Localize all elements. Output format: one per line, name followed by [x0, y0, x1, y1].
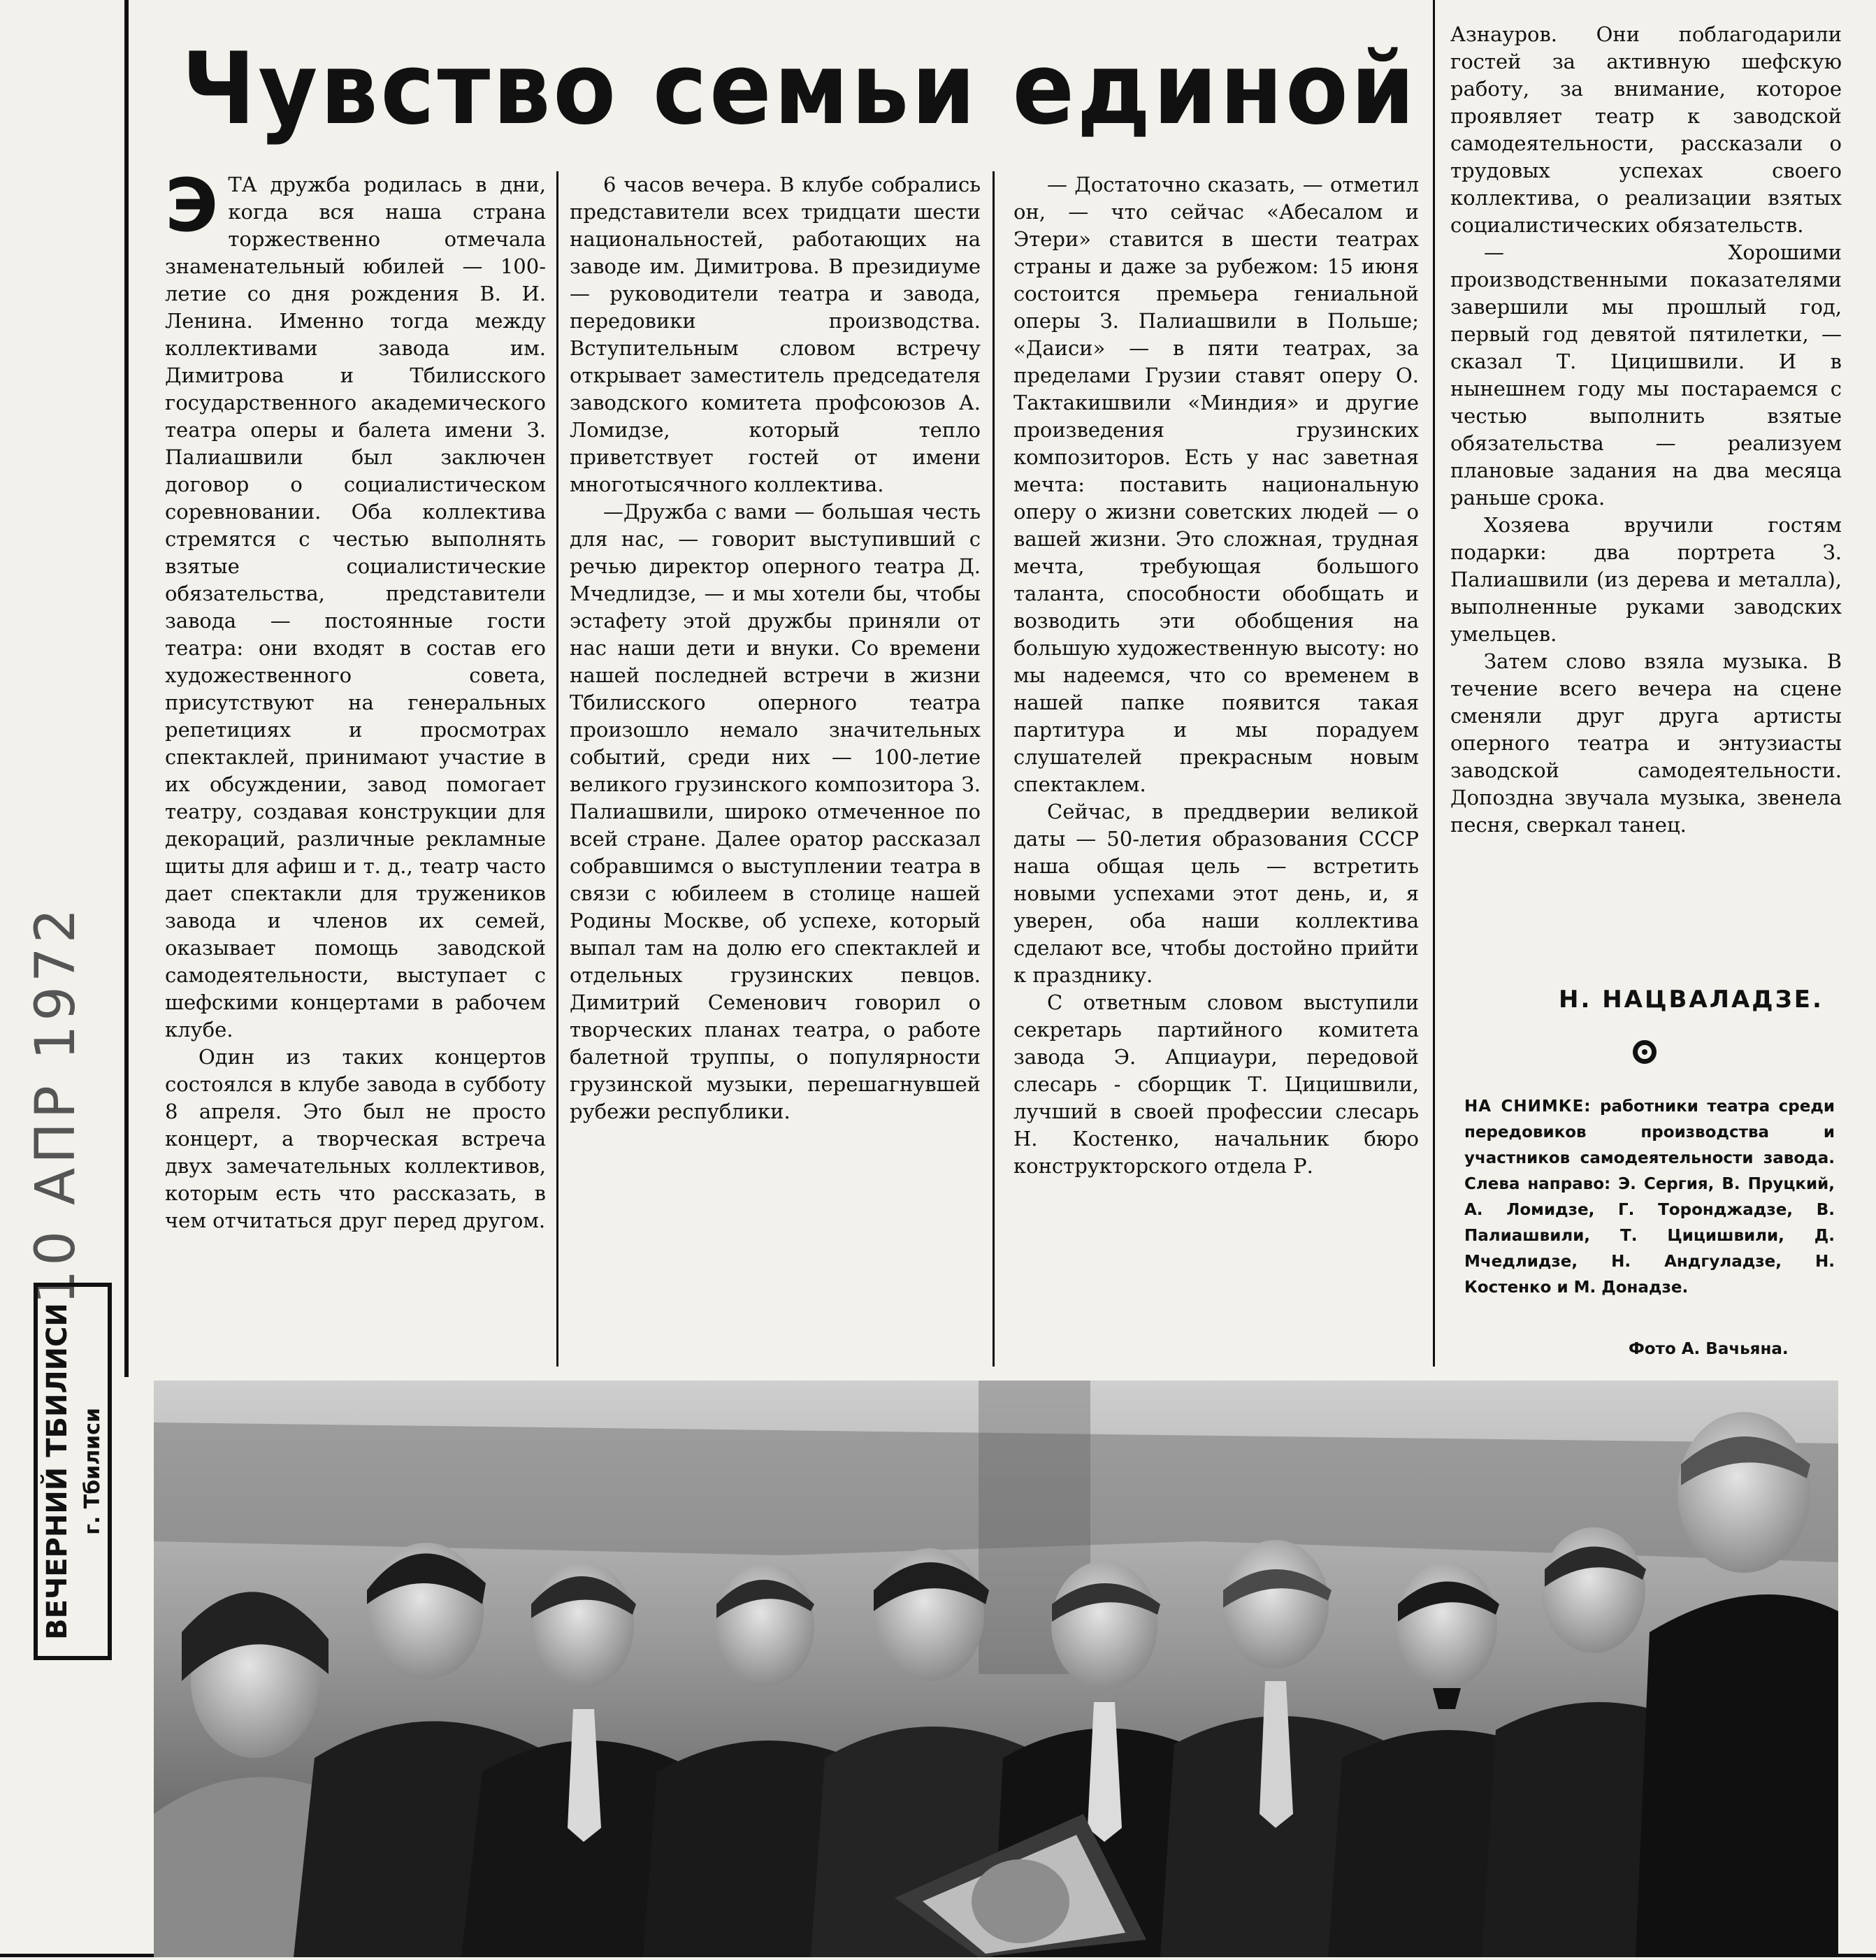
article-paragraph: Затем слово взяла музыка. В течение всего вечера на сцене сменяли друг друга артисты оперного театра и энтузиасты заводской самодеятельности. Допоздна звучала музыка, звенела песня, сверкал танец.	[1450, 649, 1842, 837]
newspaper-city: г. Тбилиси	[80, 1408, 105, 1535]
author-signature: Н. НАЦВАЛАДЗЕ.	[1559, 986, 1824, 1014]
section-bullet-icon	[1633, 1040, 1657, 1064]
column-rule-1	[556, 171, 558, 1367]
article-column-1	[165, 171, 546, 1374]
article-column-4	[1450, 21, 1842, 951]
caption-lead: НА СНИМКЕ:	[1464, 1097, 1592, 1116]
newspaper-name: ВЕЧЕРНИЙ ТБИЛИСИ	[41, 1303, 73, 1640]
article-column-3	[1013, 171, 1419, 1374]
column-rule-3	[1433, 0, 1435, 1367]
article-paragraph: 6 часов вечера. В клубе собрались представители всех тридцати шести национальностей, работающих на заводе им. Димитрова. В президиуме — руководители театра и завода, передовики производства. Вступительным словом встречу открывает заместитель председателя заводского комитета профсоюзов А. Ломидзе, который тепло приветствует гостей от имени многотысячного коллектива.	[570, 173, 981, 496]
caption-text: работники театра среди передовиков производства и участников самодеятельности завода. Слева направо: Э. Сергия, В. Пруцкий, А. Ломидзе, Г. Торонджадзе, В. Палиашвили, Т. Цицишвили, Д. Мчедлидзе, Н. Андгуладзе, Н. Костенко и М. Донадзе.	[1464, 1097, 1835, 1297]
article-paragraph: Хозяева вручили гостям подарки: два портрета З. Палиашвили (из дерева и металла), выполненные руками заводских умельцев.	[1450, 513, 1842, 646]
article-paragraph: Сейчас, в преддверии великой даты — 50-летия образования СССР наша общая цель — встретить новыми успехами этот день, и, я уверен, оба наши коллектива сделают все, чтобы достойно прийти к празднику.	[1013, 800, 1419, 987]
paragraph-text: ТА дружба родилась в дни, когда вся наша страна торжественно отмечала знаменательный юбилей — 100-летие со дня рождения В. И. Ленина. Именно тогда между коллективами завода им. Димитрова и Тбилисского государственного академического театра оперы и балета имени З. Палиашвили был заключен договор о социалистическом соревновании. Оба коллектива стремятся с честью выполнять взятые социалистические обязательства, представители завода — постоянные гости театра: они входят в состав его художественного совета, присутствуют на генеральных репетициях и просмотрах спектаклей, принимают участие в их обсуждении, завод помогает театру, создавая конструкции для декораций, различные рекламные щиты для афиш и т. д., театр часто дает спектакли для тружеников завода и членов их семей, оказывает помощь заводской самодеятельности, выступает с шефскими концертами в рабочем клубе.	[165, 173, 546, 1042]
column-rule-2	[993, 171, 995, 1367]
article-paragraph: Азнауров. Они поблагодарили гостей за активную шефскую работу, за внимание, которое проявляет театр к заводской самодеятельности, рассказали о трудовых успехах своего коллектива, о реализации взятых социалистических обязательств.	[1450, 22, 1842, 237]
article-paragraph: Один из таких концертов состоялся в клубе завода в субботу 8 апреля. Это был не просто концерт, а творческая встреча двух замечательных коллективов, которым есть что рассказать, в чем отчитаться друг перед другом.	[165, 1045, 546, 1232]
article-paragraph: — Хорошими производственными показателями завершили мы прошлый год, первый год девятой пятилетки, — сказал Т. Цицишвили. И в нынешнем году мы постараемся с честью выполнить взятые обязательства — реализуем плановые задания на два месяца раньше срока.	[1450, 240, 1842, 510]
article-paragraph: —Дружба с вами — большая честь для нас, — говорит выступивший с речью директор оперного театра Д. Мчедлидзе, — и мы хотели бы, чтобы эстафету этой дружбы приняли от нас наши дети и внуки. Со времени нашей последней встречи в жизни Тбилисского оперного театра произошло немало значительных событий, среди них — 100-летие великого грузинского композитора З. Палиашвили, широко отмеченное по всей стране. Далее оратор рассказал собравшимся о выступлении театра в связи с юбилеем в столице нашей Родины Москве, об успехе, который выпал там на долю его спектаклей и отдельных грузинских певцов. Димитрий Семенович говорил о творческих планах театра, о работе балетной труппы, о популярности грузинской музыки, перешагнувшей рубежи республики.	[570, 500, 981, 1123]
group-photo-image	[154, 1381, 1838, 1957]
newspaper-source-box	[34, 1283, 112, 1660]
left-margin-rule	[124, 0, 129, 1377]
photo-credit: Фото А. Вачьяна.	[1629, 1340, 1789, 1358]
group-photo	[154, 1381, 1838, 1957]
article-headline: Чувство семьи единой	[182, 31, 1417, 147]
article-paragraph	[165, 171, 546, 1044]
archive-date-text: 10 АПР 1972	[24, 904, 88, 1305]
article-column-2	[570, 171, 981, 1374]
article-paragraph: С ответным словом выступили секретарь партийного комитета завода Э. Апциаури, передовой слесарь - сборщик Т. Цицишвили, лучший в своей профессии слесарь Н. Костенко, начальник бюро конструкторского отдела Р.	[1013, 990, 1419, 1178]
archive-date-stamp	[21, 860, 91, 1349]
article-paragraph: — Достаточно сказать, — отметил он, — что сейчас «Абесалом и Этери» ставится в шести театрах страны и даже за рубежом: 15 июня состоится премьера гениальной оперы З. Палиашвили в Польше; «Даиси» — в пяти театрах, за пределами Грузии ставят оперу О. Тактакишвили «Миндия» и другие произведения грузинских композиторов. Есть у нас заветная мечта: поставить национальную оперу о жизни советских людей — о вашей жизни. Это сложная, трудная мечта, требующая большого таланта, способности обобщать и возводить эти обобщения на большую художественную высоту: но мы надеемся, что со временем в нашей папке появится такая партитура и мы порадуем слушателей прекрасным новым спектаклем.	[1013, 173, 1419, 796]
drop-cap: Э	[165, 171, 219, 248]
photo-caption	[1464, 1094, 1835, 1367]
